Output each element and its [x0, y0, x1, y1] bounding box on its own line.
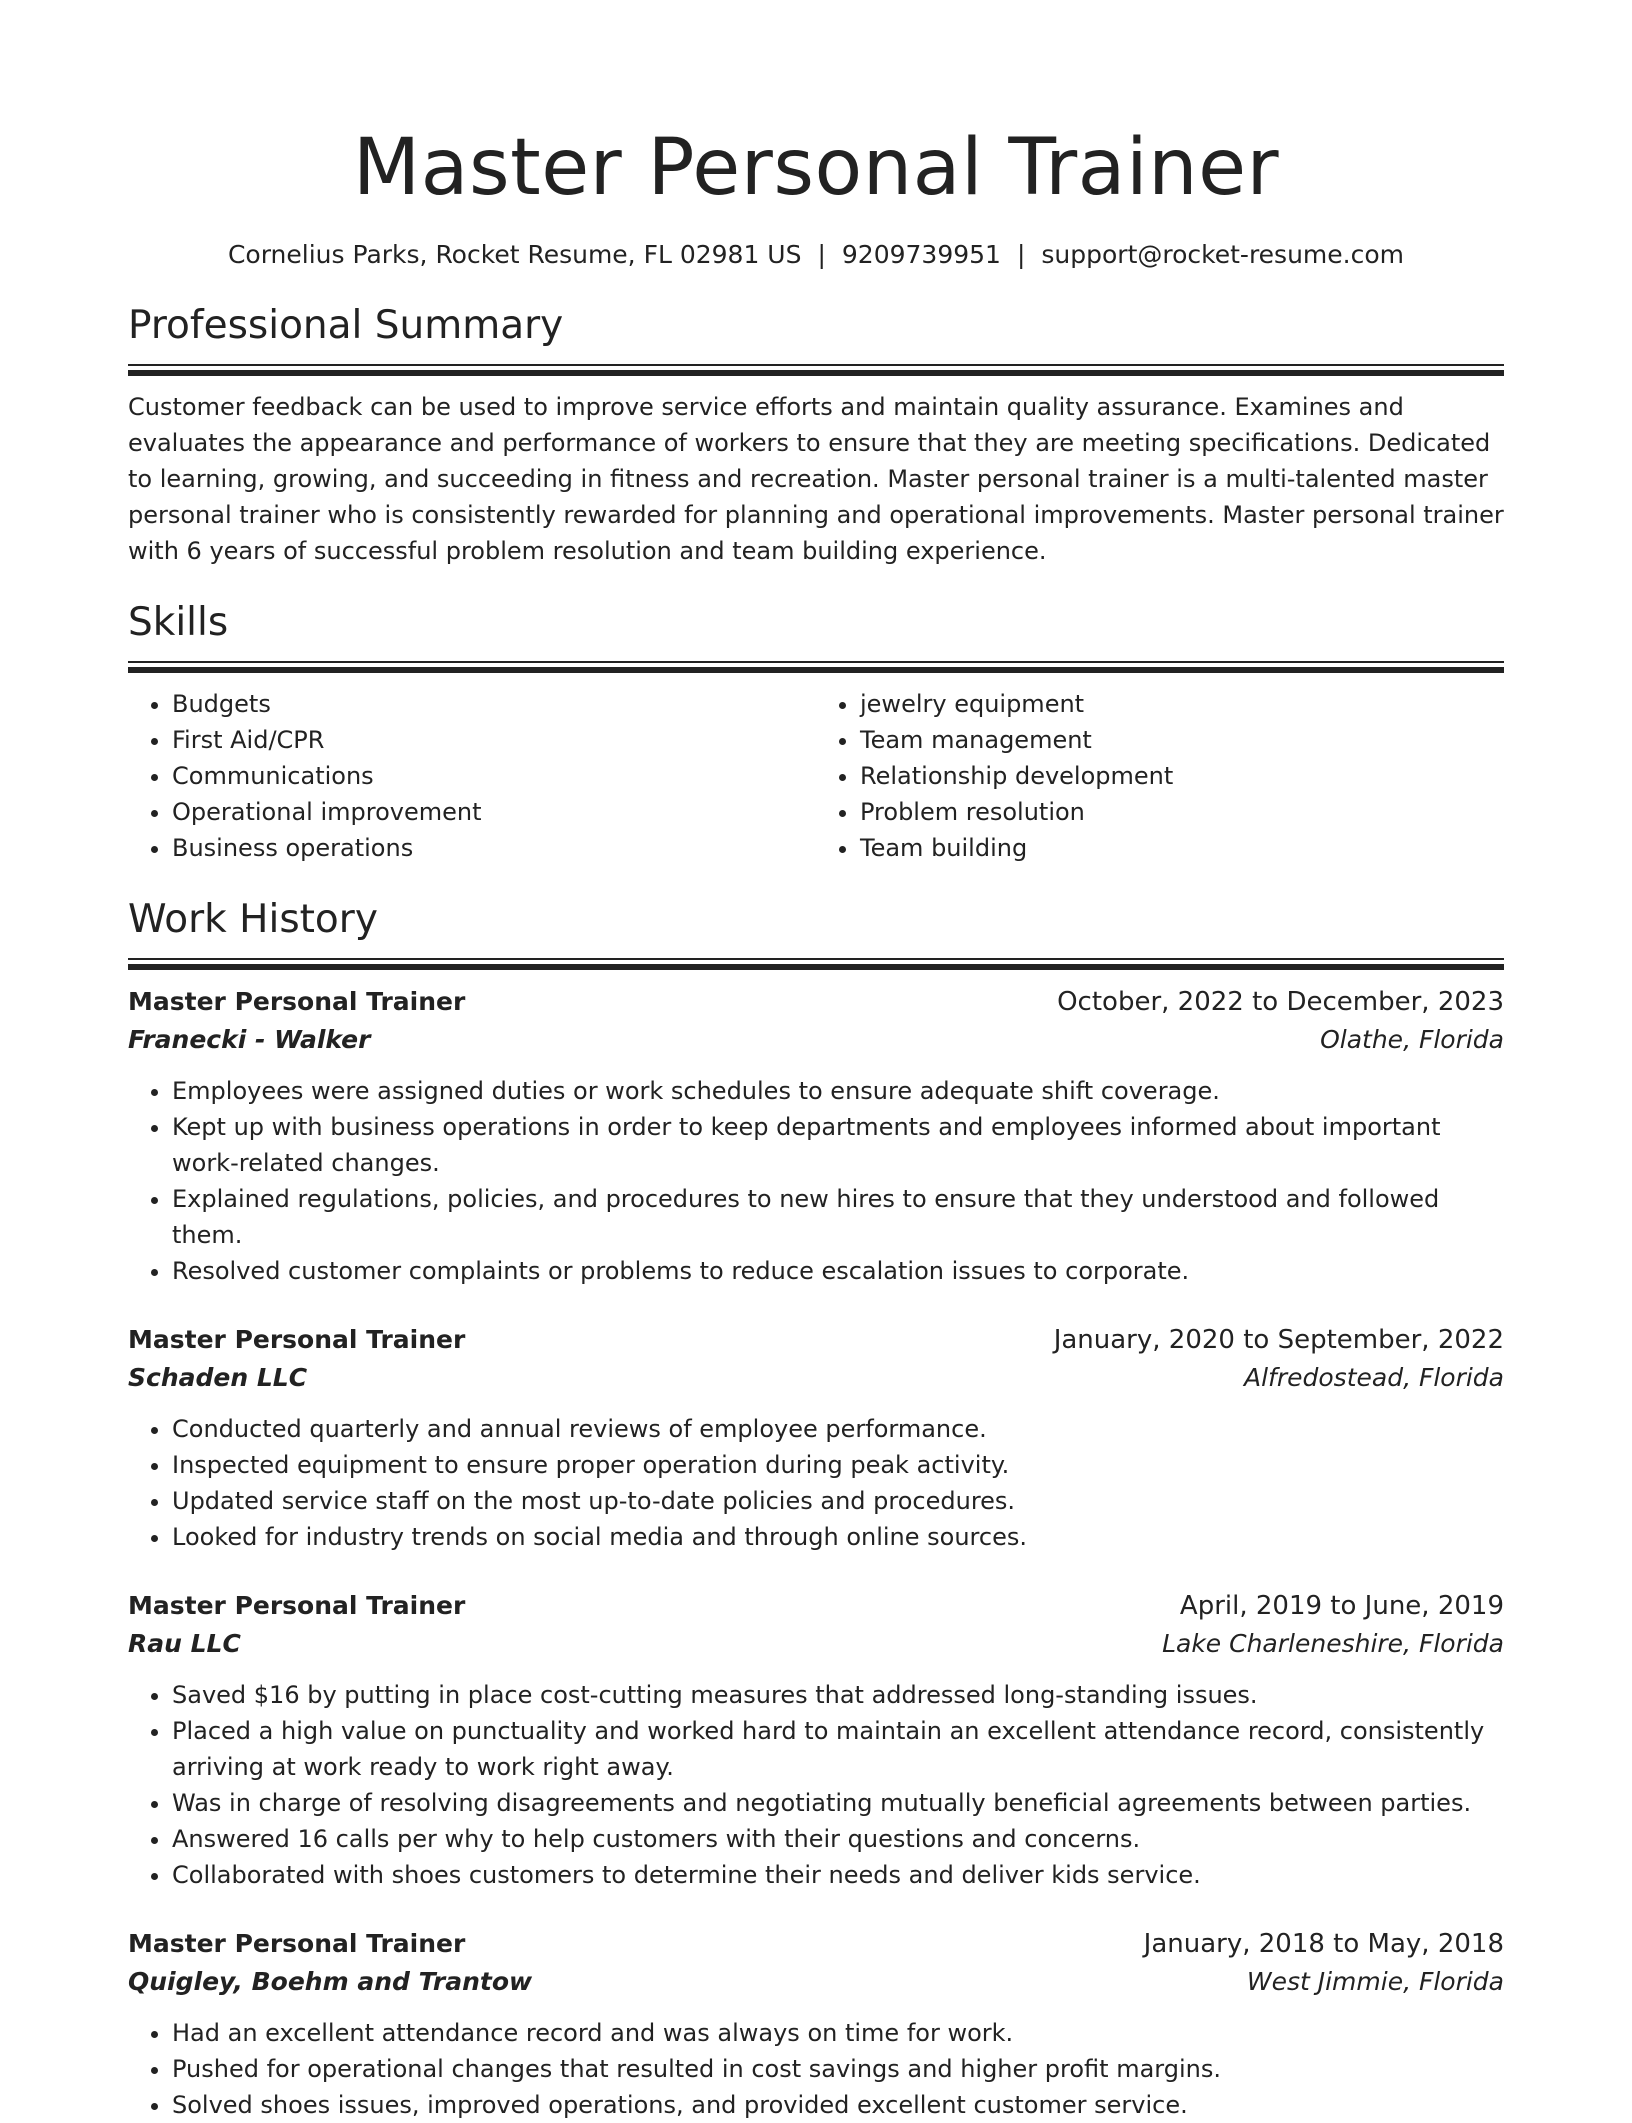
job-bullet-list: [128, 2015, 1504, 2123]
job-bullet: • Looked for industry trends on social media and through online sources.: [172, 1519, 1504, 1555]
contact-phone: 9209739951: [841, 240, 1001, 269]
job-bullet: • Solved shoes issues, improved operations, and provided excellent customer service.: [172, 2087, 1504, 2123]
job-bullet: • Was in charge of resolving disagreements and negotiating mutually beneficial agreements between parties.: [172, 1785, 1504, 1821]
job-bullet: • Updated service staff on the most up-to-date policies and procedures.: [172, 1483, 1504, 1519]
skill-item: • Team management: [860, 722, 1504, 758]
contact-separator: |: [1016, 240, 1026, 269]
job-bullet: • Saved $16 by putting in place cost-cutting measures that addressed long-standing issues.: [172, 1677, 1504, 1713]
job-location: West Jimmie, Florida: [1246, 1967, 1504, 1996]
section-heading: Work History: [128, 897, 378, 942]
skill-item: • Relationship development: [860, 758, 1504, 794]
summary-section: [128, 302, 1504, 569]
skill-item: • Communications: [172, 758, 816, 794]
work-history-section: [128, 896, 1504, 2123]
contact-email: support@rocket-resume.com: [1041, 240, 1405, 269]
skill-item: • Problem resolution: [860, 794, 1504, 830]
job-dates: October, 2022 to December, 2023: [1057, 987, 1504, 1017]
resume-page: [128, 0, 1504, 2123]
job-title: Master Personal Trainer: [128, 1591, 466, 1620]
job-bullet: • Collaborated with shoes customers to determine their needs and deliver kids service.: [172, 1857, 1504, 1893]
job-bullet: • Explained regulations, policies, and procedures to new hires to ensure that they understood and followed them.: [172, 1181, 1504, 1253]
job-title: Master Personal Trainer: [128, 987, 466, 1016]
section-heading: Skills: [128, 600, 229, 645]
skill-item: • jewelry equipment: [860, 686, 1504, 722]
skill-item: • First Aid/CPR: [172, 722, 816, 758]
job-location: Alfredostead, Florida: [1244, 1363, 1504, 1392]
job-title: Master Personal Trainer: [128, 1929, 466, 1958]
job-title: Master Personal Trainer: [128, 1325, 466, 1354]
skill-item: • Budgets: [172, 686, 816, 722]
contact-separator: |: [817, 240, 826, 269]
resume-title: Master Personal Trainer: [352, 123, 1280, 213]
job-bullet: • Inspected equipment to ensure proper operation during peak activity.: [172, 1447, 1504, 1483]
job-company: Schaden LLC: [128, 1363, 308, 1392]
job-bullet-list: [128, 1411, 1504, 1555]
job-bullet: • Had an excellent attendance record and was always on time for work.: [172, 2015, 1504, 2051]
job-company: Franecki - Walker: [128, 1025, 371, 1054]
job-location: Olathe, Florida: [1320, 1025, 1504, 1054]
job-dates: January, 2020 to September, 2022: [1053, 1325, 1504, 1355]
job-company: Rau LLC: [128, 1629, 241, 1658]
section-divider: [128, 661, 1504, 672]
job-bullet: • Pushed for operational changes that resulted in cost savings and higher profit margins.: [172, 2051, 1504, 2087]
job-entry: [128, 983, 1504, 1289]
section-heading: Professional Summary: [128, 303, 564, 348]
job-bullet: • Answered 16 calls per why to help customers with their questions and concerns.: [172, 1821, 1504, 1857]
job-location: Lake Charleneshire, Florida: [1162, 1629, 1504, 1658]
job-entry: [128, 1587, 1504, 1893]
contact-line: [128, 238, 1504, 272]
skills-column-left: [128, 686, 816, 866]
job-bullet: • Placed a high value on punctuality and worked hard to maintain an excellent attendance record, consistently arriving at work ready to work right away.: [172, 1713, 1504, 1785]
job-bullet-list: [128, 1073, 1504, 1289]
job-bullet: • Employees were assigned duties or work schedules to ensure adequate shift coverage.: [172, 1073, 1504, 1109]
job-dates: April, 2019 to June, 2019: [1179, 1591, 1504, 1621]
job-bullet: • Kept up with business operations in order to keep departments and employees informed about important work-related changes.: [172, 1109, 1504, 1181]
job-dates: January, 2018 to May, 2018: [1143, 1929, 1504, 1959]
section-divider: [128, 364, 1504, 375]
skill-item: • Team building: [860, 830, 1504, 866]
job-bullet: • Resolved customer complaints or problems to reduce escalation issues to corporate.: [172, 1253, 1504, 1289]
summary-text: Customer feedback can be used to improve service efforts and maintain quality assurance. Examines and evaluates the appearance and performance of workers to ensure that they are meeting specifications. Dedicated to learning, growing, and succeeding in fitness and recreation. Master personal trainer is a multi-talented master personal trainer who is consistently rewarded for planning and operational improvements. Master personal trainer with 6 years of successful problem resolution and team building experience.: [128, 393, 1504, 565]
contact-address: Cornelius Parks, Rocket Resume, FL 02981 US: [227, 240, 802, 269]
skill-item: • Business operations: [172, 830, 816, 866]
job-bullet-list: [128, 1677, 1504, 1893]
job-entry: [128, 1925, 1504, 2123]
job-entry: [128, 1321, 1504, 1555]
skill-item: • Operational improvement: [172, 794, 816, 830]
section-divider: [128, 958, 1504, 969]
job-bullet: • Conducted quarterly and annual reviews of employee performance.: [172, 1411, 1504, 1447]
skills-grid: [128, 686, 1504, 866]
skills-column-right: [816, 686, 1504, 866]
skills-section: [128, 599, 1504, 866]
job-company: Quigley, Boehm and Trantow: [128, 1967, 533, 1996]
